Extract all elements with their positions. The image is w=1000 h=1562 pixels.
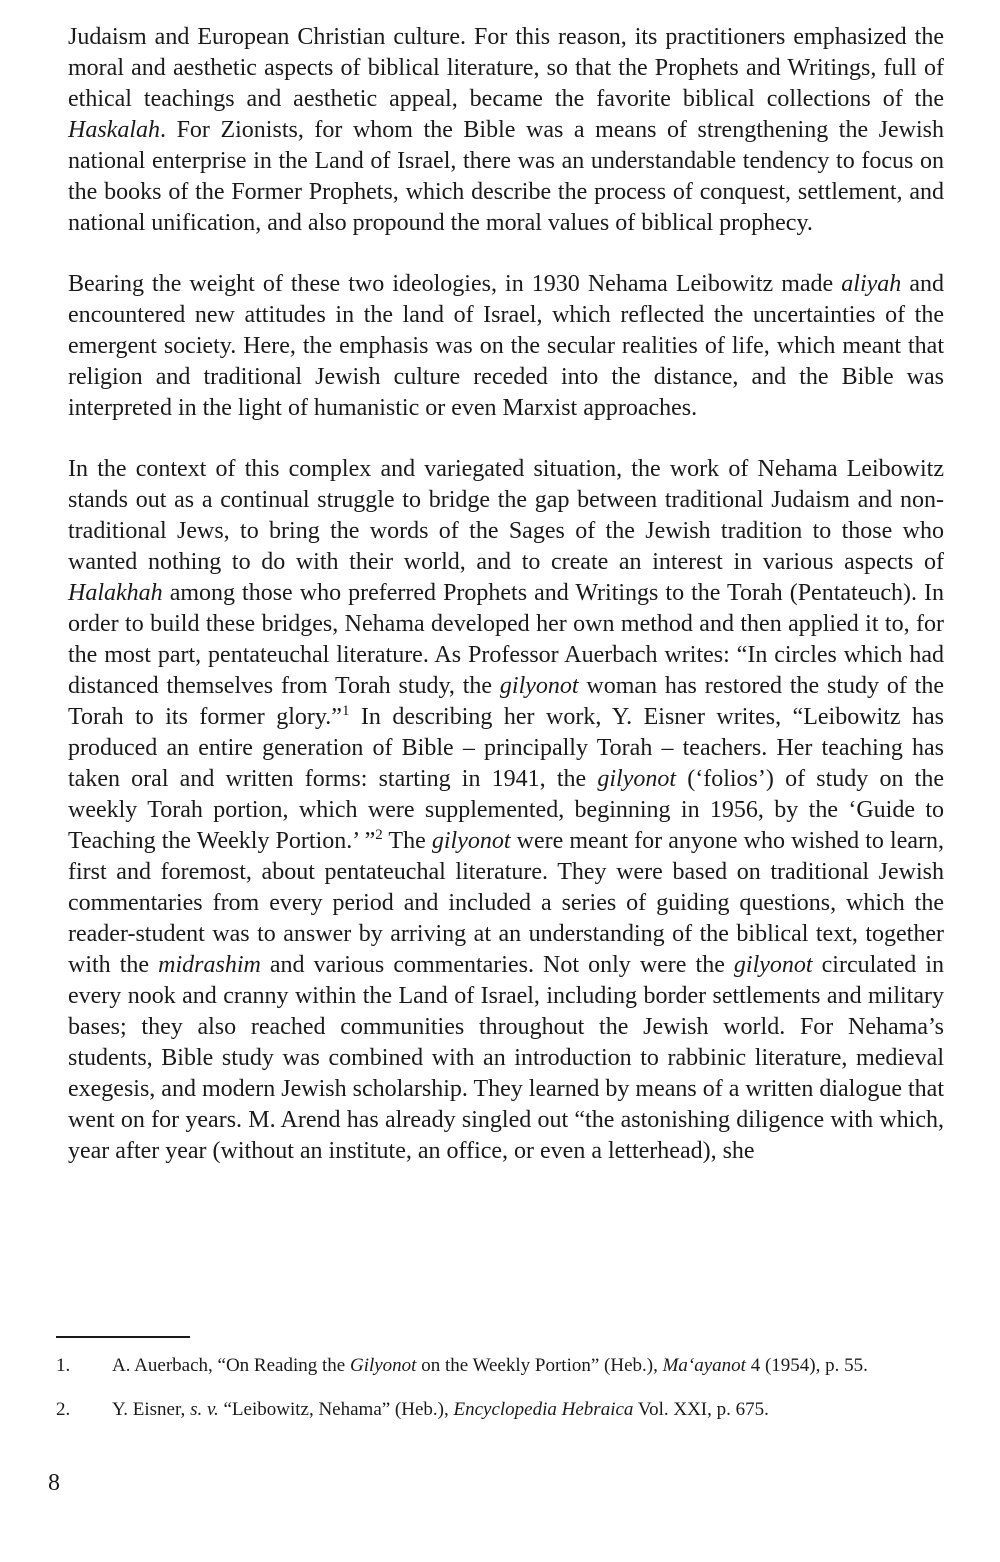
footnote (56, 1396, 932, 1423)
italic-term: Encyclopedia Hebraica (453, 1399, 634, 1420)
paragraph: In the context of this complex and variegated situation, the work of Nehama Leibowitz stands out as a continual struggle to bridge the gap between traditional Judaism and non-traditional Jews, to bring the words of the Sages of the Jewish tradition to those who wanted nothing to do with their world, and to create an interest in various aspects of Halakhah among those who preferred Prophets and Writings to the Torah (Pentateuch). In order to build these bridges, Nehama developed her own method and then applied it to, for the most part, pentateuchal literature. As Professor Auerbach writes: “In circles which had distanced themselves from Torah study, the gilyonot woman has restored the study of the Torah to its former glory.”$^1$ In describing her work, Y. Eisner writes, “Leibowitz has produced an entire generation of Bible – principally Torah – teachers. Her teaching has taken oral and written forms: starting in 1941, the gilyonot (‘folios’) of study on the weekly Torah portion, which were supplemented, beginning in 1956, by the ‘Guide to Teaching the Weekly Portion.’ ”$^2$ The gilyonot were meant for anyone who wished to learn, first and foremost, about pentateuchal literature. They were based on traditional Jewish commentaries from every period and included a series of guiding questions, which the reader-student was to answer by arriving at an understanding of the biblical text, together with the midrashim and various commentaries. Not only were the gilyonot circulated in every nook and cranny within the Land of Israel, including border settlements and military bases; they also reached communities throughout the Jewish world. For Nehama’s students, Bible study was combined with an introduction to rabbinic literature, medieval exegesis, and modern Jewish scholarship. They learned by means of a written dialogue that went on for years. M. Arend has already singled out “the astonishing diligence with which, year after year (without an institute, an office, or even a letterhead), she (68, 456, 944, 1164)
footnotes (56, 1352, 932, 1423)
italic-term: gilyonot (431, 828, 511, 854)
footnote-number: 1. (56, 1355, 71, 1376)
paragraph: Judaism and European Christian culture. For this reason, its practitioners emphasized the moral and aesthetic aspects of biblical literature, so that the Prophets and Writings, full of ethical teachings and aesthetic appeal, became the favorite biblical collections of the Haskalah. For Zionists, for whom the Bible was a means of strengthening the Jewish national enterprise in the Land of Israel, there was an understandable tendency to focus on the books of the Former Prophets, which describe the process of conquest, settlement, and national unification, and also propound the moral values of biblical prophecy. (68, 24, 944, 236)
footnote-text: A. Auerbach, “On Reading the Gilyonot on the Weekly Portion” (Heb.), Ma‘ayanot 4 (1954), p. 55. (112, 1355, 868, 1376)
footnote-reference: 1 (341, 703, 350, 719)
italic-term: gilyonot (733, 952, 813, 978)
footnote-reference: 2 (375, 827, 383, 843)
italic-term: aliyah (841, 271, 902, 297)
italic-term: Haskalah (68, 117, 160, 143)
page-number: 8 (48, 1470, 60, 1496)
footnote-number: 2. (56, 1399, 71, 1420)
footnote (56, 1352, 932, 1379)
italic-term: s. v. (190, 1399, 219, 1420)
footnote-divider (56, 1336, 190, 1338)
paragraph: Bearing the weight of these two ideologies, in 1930 Nehama Leibowitz made aliyah and encountered new attitudes in the land of Israel, which reflected the uncertainties of the emergent society. Here, the emphasis was on the secular realities of life, which meant that religion and traditional Jewish culture receded into the distance, and the Bible was interpreted in the light of humanistic or even Marxist approaches. (68, 271, 945, 421)
italic-term: gilyonot (499, 673, 579, 699)
italic-term: midrashim (158, 952, 261, 978)
italic-term: Ma‘ayanot (662, 1355, 746, 1376)
italic-term: gilyonot (597, 766, 677, 792)
footnote-text: Y. Eisner, s. v. “Leibowitz, Nehama” (Heb.), Encyclopedia Hebraica Vol. XXI, p. 675. (112, 1399, 769, 1420)
italic-term: Halakhah (68, 580, 163, 606)
italic-term: Gilyonot (349, 1355, 417, 1376)
body-text (68, 22, 944, 1167)
